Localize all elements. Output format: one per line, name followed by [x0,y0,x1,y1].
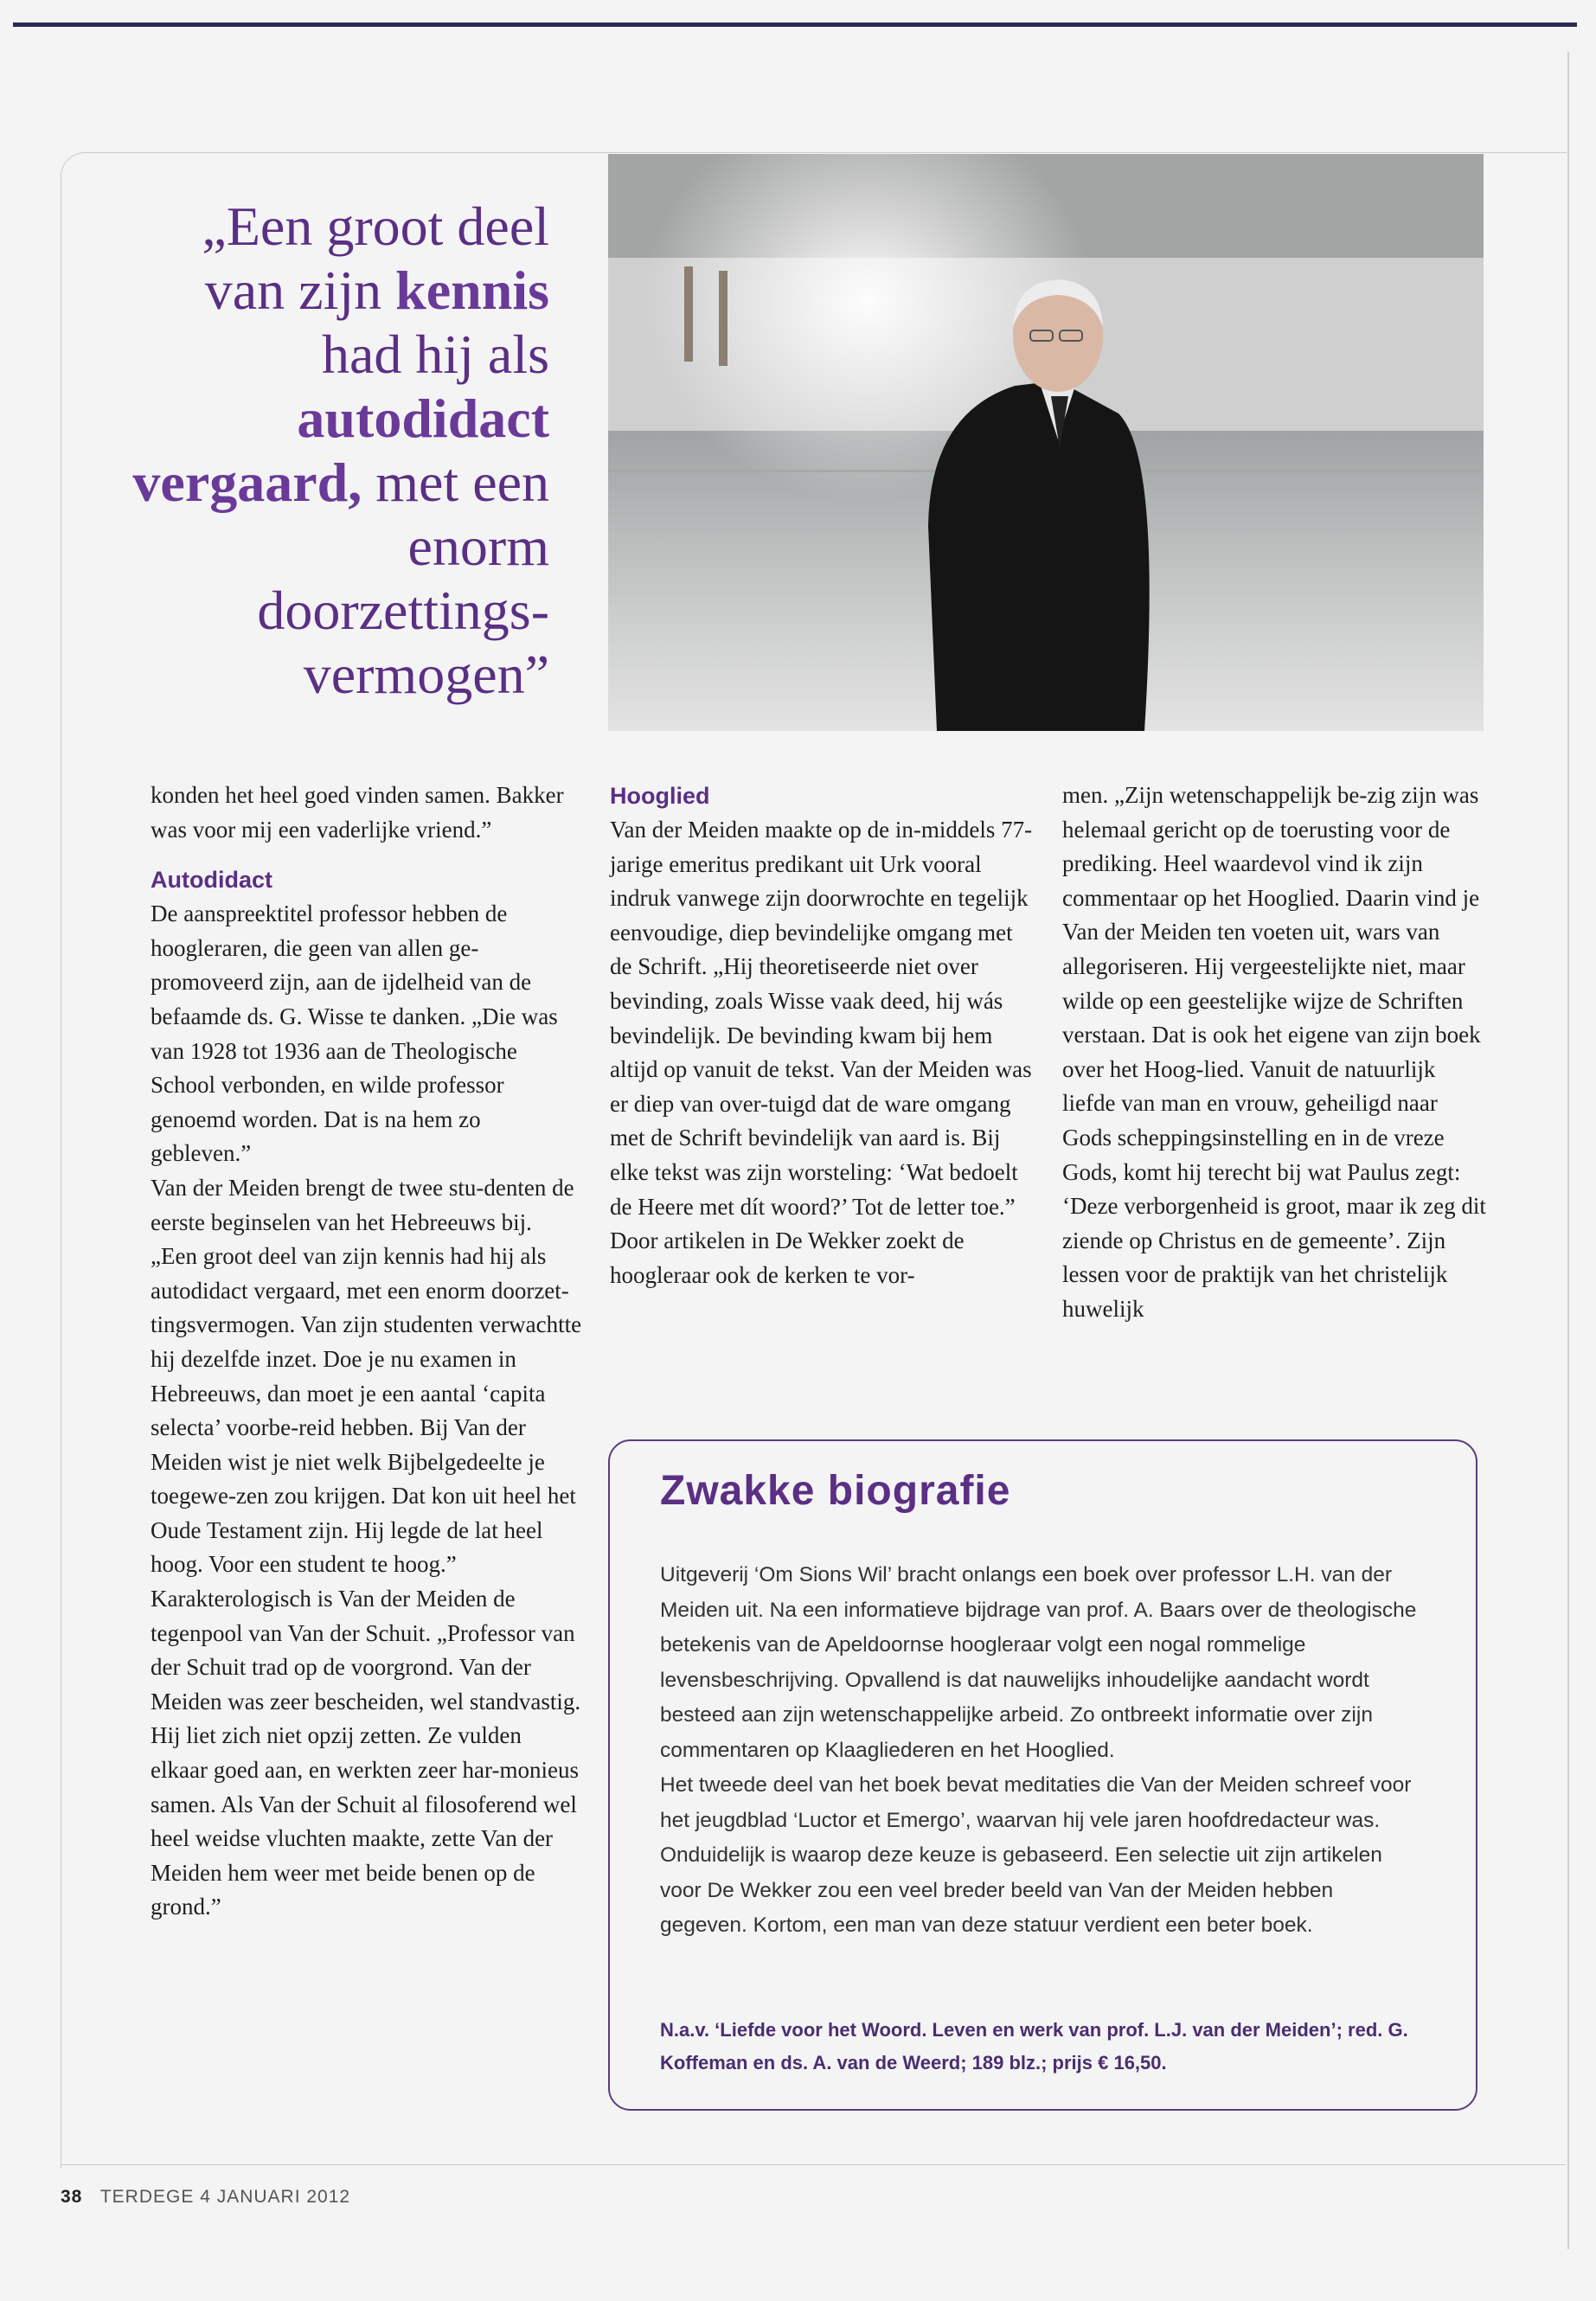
pull-quote-open: „Een groot deel van zijn [202,195,549,321]
review-box [608,1439,1477,2111]
pull-quote-close: met een enorm doorzettings- vermogen” [257,452,549,705]
subhead-autodidact: Autodidact [151,867,272,894]
page-number: 38 [61,2187,83,2207]
column1-intro: konden het heel goed vinden samen. Bakker was voor mij een vaderlijke vriend.” [151,782,564,843]
text-column-3 [1062,779,1486,1327]
review-box-title: Zwakke biografie [660,1468,1011,1514]
portrait-photo [608,154,1484,731]
column1-paragraph-1: De aanspreektitel professor hebben de hoogleraren, die geen van allen ge-promoveerd zijn, aan de ijdelheid van de befaamde ds. G. Wisse te danken. „Die was van 1928 tot 1936 aan de Theologische School verbonden, en wilde professor genoemd worden. Dat is na hem zo gebleven.” [151,901,558,1167]
review-box-body [660,1558,1421,1944]
portrait-illustration [608,154,1484,731]
top-rule [13,22,1577,27]
page-edge [1567,52,1569,2249]
review-paragraph-1: Uitgeverij ‘Om Sions Wil’ bracht onlangs een boek over professor L.H. van der Meiden uit. Na een informatieve bijdrage van prof. A. Baars over de theologische betekenis van de Apeldoornse hoogleraar volgt een nogal rommelige levensbeschrijving. Opvallend is dat nauwelijks inhoudelijke aandacht wordt besteed aan zijn wetenschappelijke arbeid. Zo ontbreekt informatie over zijn commentaren op Klaagliederen en het Hooglied. [660,1563,1417,1762]
text-column-1 [151,779,583,1925]
review-book-reference: N.a.v. ‘Liefde voor het Woord. Leven en werk van prof. L.J. van der Meiden’; red. G. Koffeman en ds. A. van de Weerd; 189 blz.; prijs € 16,50. [660,2019,1408,2073]
pull-quote-mid: had hij als [321,324,549,385]
review-paragraph-2: Het tweede deel van het boek bevat meditaties die Van der Meiden schreef voor het jeugdblad ‘Luctor et Emergo’, waarvan hij vele jaren hoofdredacteur was. Onduidelijk is waarop deze keuze is gebaseerd. Een selectie uit zijn artikelen voor De Wekker zou een veel breder beeld van Van der Meiden hebben gegeven. Kortom, een man van deze statuur verdient een beter boek. [660,1773,1412,1937]
column2-paragraph-1: Van der Meiden maakte op de in-middels 77-jarige emeritus predikant uit Urk vooral indruk vanwege zijn doorwrochte en tegelijk eenvoudige, diep bevindelijke omgang met de Schrift. „Hij theoretiseerde niet over bevinding, zoals Wisse vaak deed, hij wás bevindelijk. De bevinding kwam bij hem altijd op vanuit de tekst. Van der Meiden was er diep van over-tuigd dat de ware omgang met de Schrift bevindelijk van aard is. Bij elke tekst was zijn worsteling: ‘Wat bedoelt de Heere met dít woord?’ Tot de letter toe.” [610,817,1033,1220]
column1-paragraph-3: Karakterologisch is Van der Meiden de tegenpool van Van der Schuit. „Professor van der Schuit trad op de voorgrond. Van der Meiden was zeer bescheiden, wel standvastig. Hij liet zich niet opzij zetten. Ze vulden elkaar goed aan, en werkten zeer har-monieus samen. Als Van der Schuit al filosoferend wel heel weidse vluchten maakte, zette Van der Meiden hem weer met beide benen op de grond.” [151,1586,581,1920]
publication-name: TERDEGE [99,2187,195,2207]
pull-quote-highlight-autodidact: autodidact vergaard, [132,388,549,513]
column1-paragraph-2: Van der Meiden brengt de twee stu-denten de eerste beginselen van het Hebreeuws bij. „Een groot deel van zijn kennis had hij als autodidact vergaard, met een enorm doorzet-tingsvermogen. Van zijn studenten verwachtte hij dezelfde inzet. Doe je nu examen in Hebreeuws, dan moet je een aantal ‘capita selecta’ voorbe-reid hebben. Bij Van der Meiden wist je niet welk Bijbelgedeelte je toegewe-zen zou krijgen. Dat kon uit heel het Oude Testament zijn. Hij legde de lat heel hoog. Voor een student te hoog.” [151,1174,582,1578]
pull-quote-highlight-kennis: kennis [395,260,549,321]
column2-paragraph-2: Door artikelen in De Wekker zoekt de hoogleraar ook de kerken te vor- [610,1227,965,1288]
page-footer [61,2187,350,2208]
pull-quote [121,195,549,707]
bottom-rule [61,2164,1566,2165]
text-column-2 [610,779,1034,1292]
issue-date: 4 JANUARI 2012 [200,2187,351,2207]
column3-paragraph-1: men. „Zijn wetenschappelijk be-zig zijn was helemaal gericht op de toerusting voor de prediking. Heel waardevol vind ik zijn commentaar op het Hooglied. Daarin vind je Van der Meiden ten voeten uit, wars van allegoriseren. Hij vergeestelijkte niet, maar wilde op een geestelijke wijze de Schriften verstaan. Dat is ook het eigene van zijn boek over het Hoog-lied. Vanuit de natuurlijk liefde van man en vrouw, geheiligd naar Gods scheppingsinstelling en in de vreze Gods, komt hij terecht bij wat Paulus zegt: ‘Deze verborgenheid is groot, maar ik zeg dit ziende op Christus en de gemeente’. Zijn lessen voor de praktijk van het christelijk huwelijk [1062,782,1486,1322]
subhead-hooglied: Hooglied [610,783,710,809]
